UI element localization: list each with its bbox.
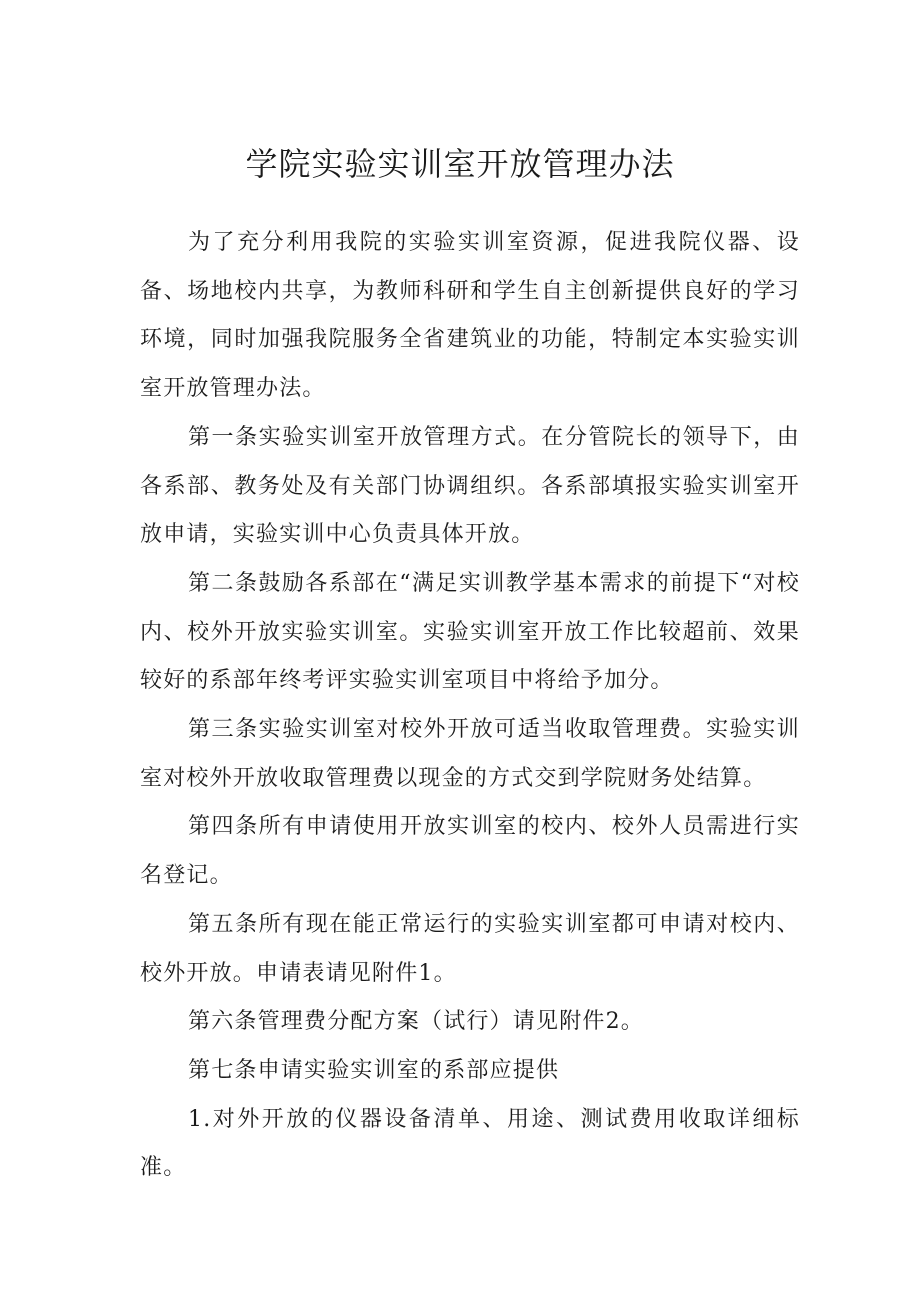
paragraph-article-7: 第七条申请实验实训室的系部应提供 — [188, 1057, 560, 1083]
paragraph-intro: 为了充分利用我院的实验实训室资源，促进我院仪器、设备、场地校内共享，为教师科研和学生自主创新提供良好的学习环境，同时加强我院服务全省建筑业的功能，特制定本实验实训室开放管理办法。 — [140, 230, 800, 402]
paragraph-article-4: 第四条所有申请使用开放实训室的校内、校外人员需进行实名登记。 — [140, 814, 800, 889]
paragraph-article-5: 第五条所有现在能正常运行的实验实训室都可申请对校内、校外开放。申请表请见附件1。 — [140, 911, 800, 986]
document-title: 学院实验实训室开放管理办法 — [245, 145, 675, 183]
document-body — [140, 219, 800, 1193]
paragraph-item-1: 1.对外开放的仪器设备清单、用途、测试费用收取详细标准。 — [140, 1106, 800, 1181]
paragraph-article-6: 第六条管理费分配方案（试行）请见附件2。 — [188, 1009, 644, 1035]
paragraph-article-1: 第一条实验实训室开放管理方式。在分管院长的领导下，由各系部、教务处及有关部门协调组织。各系部填报实验实训室开放申请，实验实训中心负责具体开放。 — [140, 424, 800, 548]
paragraph-article-3: 第三条实验实训室对校外开放可适当收取管理费。实验实训室对校外开放收取管理费以现金的方式交到学院财务处结算。 — [140, 717, 800, 791]
paragraph-article-2: 第二条鼓励各系部在“满足实训教学基本需求的前提下“对校内、校外开放实验实训室。实验实训室开放工作比较超前、效果较好的系部年终考评实验实训室项目中将给予加分。 — [140, 570, 800, 694]
